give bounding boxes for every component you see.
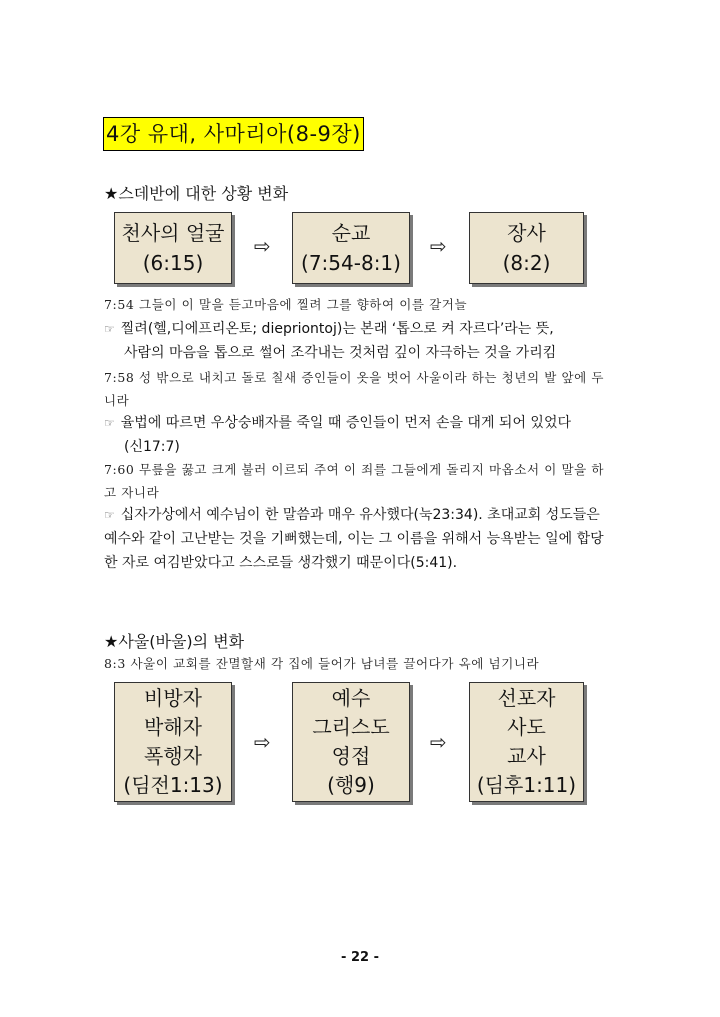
box-burial (469, 212, 584, 284)
box-ref: (딤전1:13) (123, 773, 223, 797)
verse-7-60: 7:60 무릎을 꿇고 크게 불러 이르되 주여 이 죄를 그들에게 돌리지 마옵소서 이 말을 하고 자니라 (104, 462, 605, 500)
box-text: 폭행자 (144, 744, 202, 768)
box-ref: (8:2) (502, 251, 551, 275)
right-arrow-icon: ⇨ (430, 730, 447, 754)
box-text: 순교 (331, 221, 371, 245)
note-text: 사람의 마음을 톱으로 썰어 조각내는 것처럼 깊이 자극하는 것을 가리킴 (124, 345, 557, 361)
pointing-hand-icon: ☞ (104, 508, 115, 522)
page-number: - 22 - (341, 950, 379, 965)
note-cut (104, 317, 616, 365)
box-text: 천사의 얼굴 (121, 221, 225, 245)
box-text: 사도 (507, 715, 546, 739)
box-text: 박해자 (144, 715, 202, 739)
note-law (104, 411, 616, 459)
verse-7-54: 7:54 그들이 이 말을 듣고마음에 찔려 그를 향하여 이를 갈거늘 (104, 297, 468, 312)
box-text: 영접 (331, 744, 371, 768)
lecture-title: 4강 유대, 사마리아(8-9장) (103, 117, 364, 151)
right-arrow-icon: ⇨ (254, 730, 271, 754)
note-text: (신17:7) (124, 439, 180, 455)
note-text: 율법에 따르면 우상숭배자를 죽일 때 증인들이 먼저 손을 대게 되어 있었다 (120, 415, 571, 431)
pointing-hand-icon: ☞ (104, 322, 115, 336)
pointing-hand-icon: ☞ (104, 416, 115, 430)
box-ref: (6:15) (142, 251, 204, 275)
box-text: 비방자 (144, 686, 202, 710)
box-text: 교사 (507, 744, 546, 768)
right-arrow-icon: ⇨ (254, 234, 271, 258)
box-ref: (행9) (327, 773, 375, 797)
box-accept-christ (292, 682, 410, 802)
note-cross (104, 503, 616, 575)
box-text: 예수 (331, 686, 371, 710)
verse-8-3: 8:3 사울이 교회를 잔멸할새 각 집에 들어가 남녀를 끌어다가 옥에 넘기니라 (104, 656, 540, 671)
right-arrow-icon: ⇨ (430, 234, 447, 258)
box-persecutor (114, 682, 232, 802)
box-ref: (딤후1:11) (476, 773, 577, 797)
box-preacher (469, 682, 584, 802)
note-text: 십자가상에서 예수님이 한 말씀과 매우 유사했다(눅23:34). 초대교회 성도들은 예수와 같이 고난받는 것을 기뻐했는데, 이는 그 이름을 위해서 능욕받는 일에 합당한 자로 여김받았다고 스스로들 생각했기 때문이다(5:41). (104, 507, 604, 571)
verse-7-58: 7:58 성 밖으로 내치고 돌로 칠새 증인들이 옷을 벗어 사울이라 하는 청년의 발 앞에 두니라 (104, 370, 605, 408)
box-ref: (7:54-8:1) (301, 251, 401, 275)
section-heading-saul: ★사울(바울)의 변화 (104, 632, 245, 651)
note-text: 찔려(헬,디에프리온토; diepriontoj)는 본래 ‘톱으로 켜 자르다’라는 뜻, (120, 321, 554, 337)
section-heading-stephen: ★스데반에 대한 상황 변화 (104, 184, 289, 203)
box-text: 그리스도 (312, 715, 390, 739)
box-text: 선포자 (497, 686, 556, 710)
box-text: 장사 (507, 221, 546, 245)
box-martyrdom (292, 212, 410, 284)
box-angel-face (114, 212, 232, 284)
